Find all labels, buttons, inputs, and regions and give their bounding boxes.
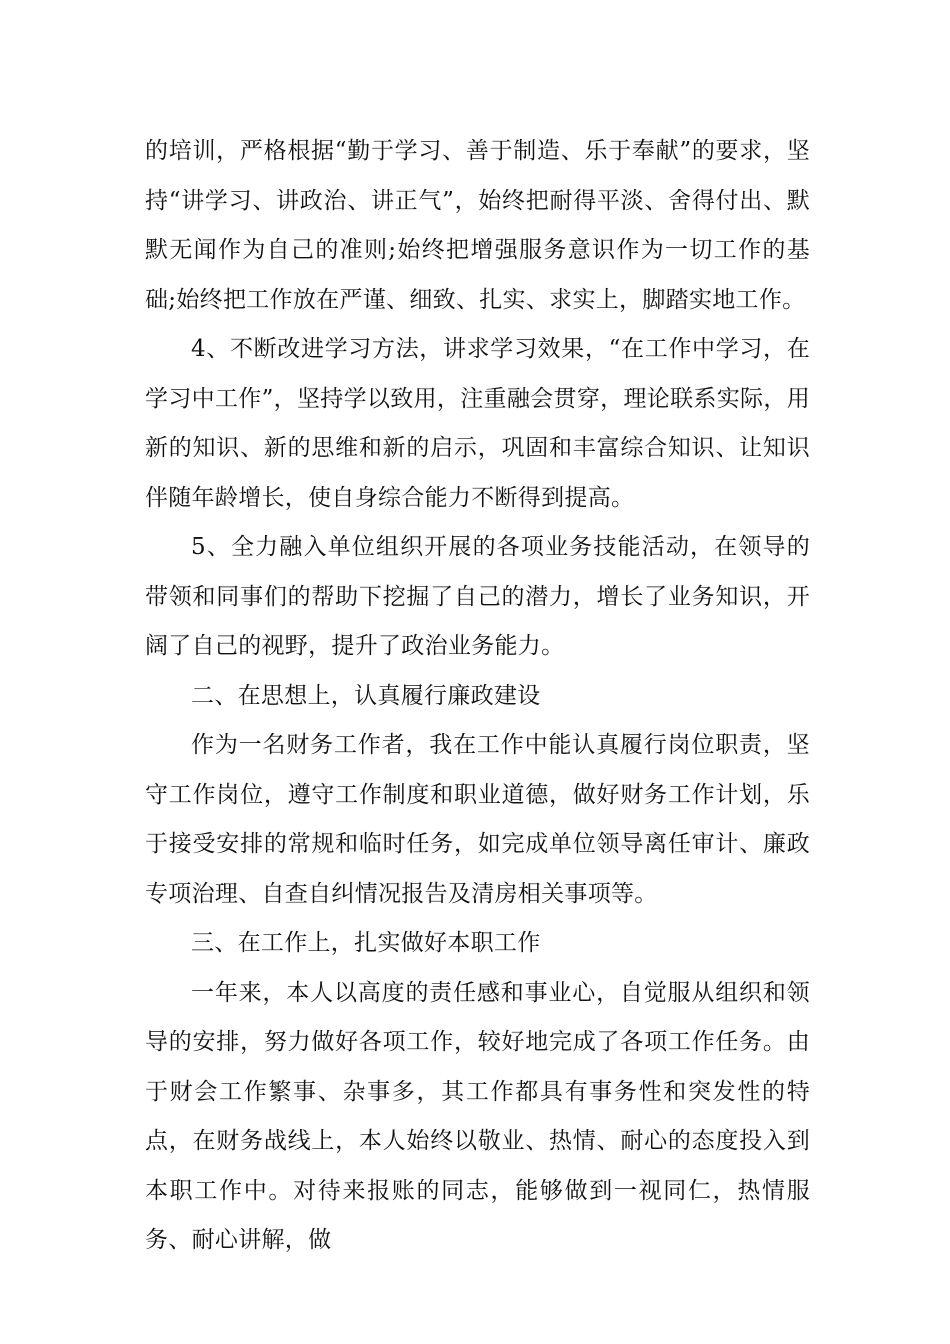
paragraph-continuation: 的培训，严格根据“勤于学习、善于制造、乐于奉献”的要求，坚持“讲学习、讲政治、讲正气”，始终把耐得平淡、舍得付出、默默无闻作为自己的准则;始终把增强服务意识作为一切工作的基础;始终把工作放在严谨、细致、扎实、求实上，脚踏实地工作。 [145,138,810,313]
paragraph-finance-duties: 作为一名财务工作者，我在工作中能认真履行岗位职责，坚守工作岗位，遵守工作制度和职业道德，做好财务工作计划，乐于接受安排的常规和临时任务，如完成单位领导离任审计、廉政专项治理、自查自纠情况报告及清房相关事项等。 [145,732,810,907]
paragraph-item-4: 4、不断改进学习方法，讲求学习效果，“在工作中学习，在学习中工作”，坚持学以致用，注重融会贯穿，理论联系实际，用新的知识、新的思维和新的启示，巩固和丰富综合知识、让知识伴随年龄增长，使自身综合能力不断得到提高。 [145,336,810,511]
section-heading-2: 二、在思想上，认真履行廉政建设 [191,682,541,709]
section-heading-3: 三、在工作上，扎实做好本职工作 [191,930,541,956]
paragraph-item-5: 5、全力融入单位组织开展的各项业务技能活动，在领导的带领和同事们的帮助下挖掘了自己的潜力，增长了业务知识，开阔了自己的视野，提升了政治业务能力。 [145,534,810,659]
document-body [145,127,810,1266]
paragraph-work-summary: 一年来，本人以高度的责任感和事业心，自觉服从组织和领导的安排，努力做好各项工作，较好地完成了各项工作任务。由于财会工作繁事、杂事多，其工作都具有事务性和突发性的特点，在财务战线上，本人始终以敬业、热情、耐心的态度投入到本职工作中。对待来报账的同志，能够做到一视同仁，热情服务、耐心讲解，做 [145,979,810,1253]
